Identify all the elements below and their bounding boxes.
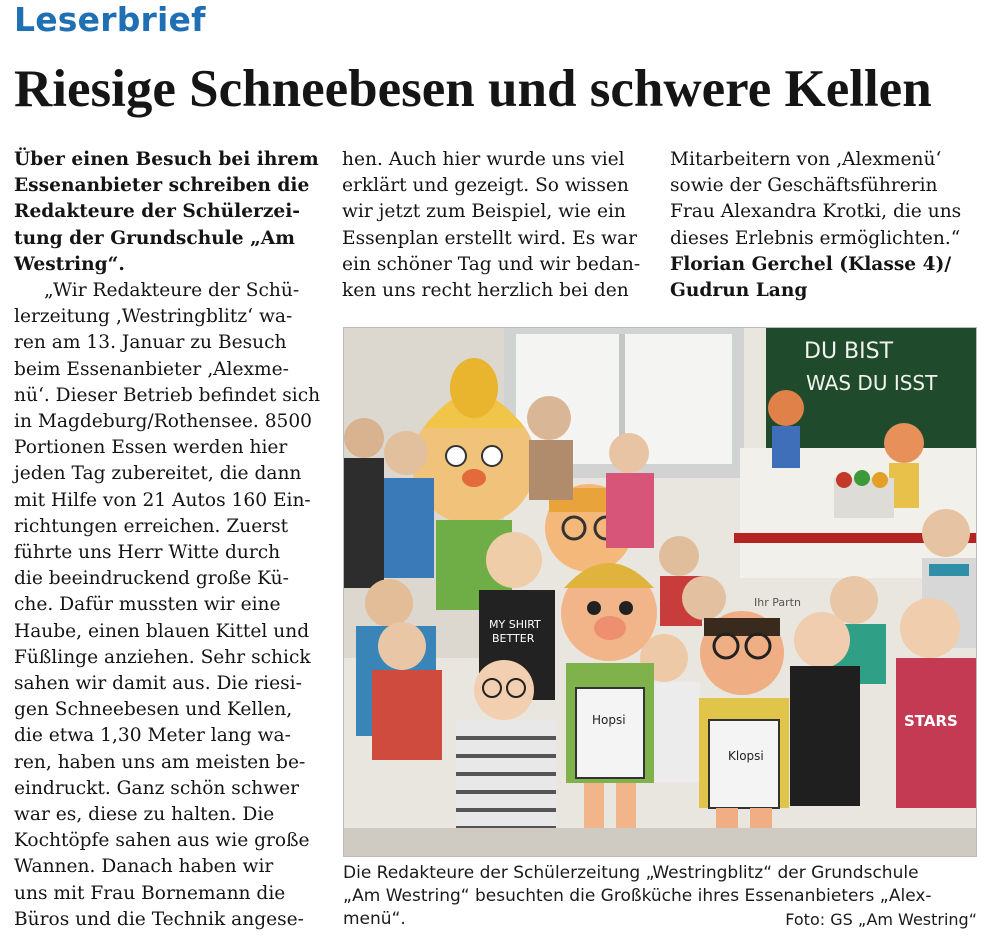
author-signature: Gudrun Lang — [670, 280, 808, 302]
article-column-2 — [342, 147, 654, 304]
body-line: richtungen erreichen. Zuerst — [14, 515, 289, 537]
shirt-text: STARS — [904, 712, 958, 730]
body-line: Mitarbeitern von ‚Alexmenü‘ — [670, 149, 942, 170]
body-line: in Magdeburg/Rothensee. 8500 — [14, 411, 313, 433]
article-intro — [14, 147, 326, 278]
intro-line: Essenanbieter schreiben die — [14, 175, 310, 197]
intro-line: Redakteure der Schülerzei- — [14, 201, 300, 223]
body-line: mit Hilfe von 21 Autos 160 Ein- — [14, 489, 311, 511]
body-line: Essenplan erstellt wird. Es war — [342, 227, 638, 249]
body-line: „Wir Redakteure der Schü- — [44, 280, 300, 302]
body-line: war es, diese zu halten. Die — [14, 804, 275, 826]
board-text: DU BIST — [804, 339, 894, 364]
photo-credit: Foto: GS „Am Westring“ — [785, 910, 977, 929]
body-line: che. Dafür mussten wir eine — [14, 594, 281, 616]
shirt-text: MY SHIRT — [489, 618, 541, 631]
body-line: eindruckt. Ganz schön schwer — [14, 777, 300, 799]
body-line: ein schöner Tag und wir bedan- — [342, 253, 641, 275]
body-line: dieses Erlebnis ermöglichten.“ — [670, 227, 961, 249]
intro-line: Über einen Besuch bei ihrem — [14, 149, 319, 170]
body-line: hen. Auch hier wurde uns viel — [342, 149, 625, 170]
body-line: sahen wir damit aus. Die riesi- — [14, 673, 302, 695]
article-column-1 — [14, 147, 326, 933]
caption-line: „Am Westring“ besuchten die Großküche ihres Essenanbieters „Alex- — [343, 886, 932, 906]
body-line: ren, haben uns am meisten be- — [14, 751, 306, 773]
body-line: führte uns Herr Witte durch — [14, 542, 281, 564]
article-body — [14, 278, 326, 933]
apron-label: Hopsi — [592, 713, 626, 727]
body-line: beim Essenanbieter ‚Alexme- — [14, 358, 289, 380]
body-line: die etwa 1,30 Meter lang wa- — [14, 725, 291, 747]
body-line: Haube, einen blauen Kittel und — [14, 620, 310, 642]
body-line: Portionen Essen werden hier — [14, 437, 288, 459]
body-line: Kochtöpfe sahen aus wie große — [14, 830, 310, 852]
article-photo — [343, 327, 977, 857]
intro-line: Westring“. — [14, 253, 125, 275]
caption-line: menü“. — [343, 909, 406, 929]
body-line: nü‘. Dieser Betrieb befindet sich — [14, 384, 321, 406]
body-line: ren am 13. Januar zu Besuch — [14, 332, 287, 354]
article-column-3 — [670, 147, 982, 304]
wall-text: Ihr Partn — [754, 596, 801, 609]
author-signature: Florian Gerchel (Klasse 4)/ — [670, 253, 952, 275]
body-line: jeden Tag zubereitet, die dann — [14, 463, 302, 485]
body-line: die beeindruckend große Kü- — [14, 568, 289, 590]
intro-line: tung der Grundschule „Am — [14, 227, 295, 249]
body-line: uns mit Frau Bornemann die — [14, 882, 286, 904]
photo-illustration — [344, 328, 977, 857]
body-line: sowie der Geschäftsführerin — [670, 175, 938, 197]
shirt-text: BETTER — [492, 632, 535, 645]
body-line: gen Schneebesen und Kellen, — [14, 699, 293, 721]
body-line: lerzeitung ‚Westringblitz‘ wa- — [14, 306, 293, 328]
photo-caption — [343, 862, 977, 931]
body-line: wir jetzt zum Beispiel, wie ein — [342, 201, 626, 223]
body-line: Füßlinge anziehen. Sehr schick — [14, 646, 311, 668]
section-kicker: Leserbrief — [14, 0, 206, 39]
article-headline: Riesige Schneebesen und schwere Kellen — [14, 60, 932, 118]
body-line: erklärt und gezeigt. So wissen — [342, 175, 629, 197]
body-line: Büros und die Technik angese- — [14, 908, 304, 930]
apron-label: Klopsi — [728, 749, 764, 763]
body-line: Wannen. Danach haben wir — [14, 856, 274, 878]
caption-line: Die Redakteure der Schülerzeitung „Westringblitz“ der Grundschule — [343, 863, 919, 883]
body-line: Frau Alexandra Krotki, die uns — [670, 201, 962, 223]
board-text: WAS DU ISST — [806, 371, 938, 395]
body-line: ken uns recht herzlich bei den — [342, 280, 629, 302]
